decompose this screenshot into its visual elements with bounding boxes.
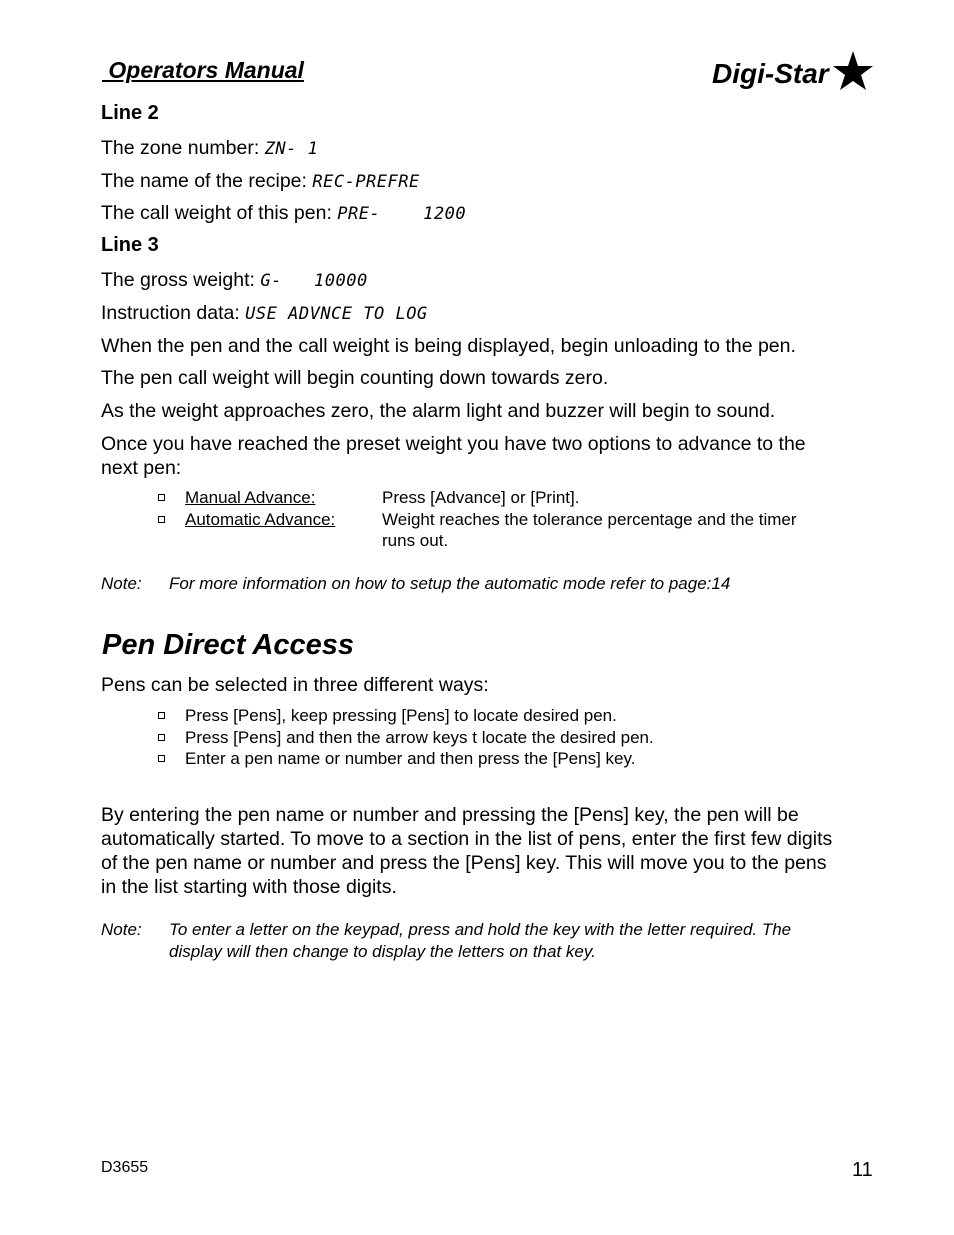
line3-heading: Line 3	[101, 234, 159, 256]
line2-heading: Line 2	[101, 102, 159, 124]
list-item-text: Enter a pen name or number and then press the [Pens] key.	[185, 749, 636, 768]
zone-label: The zone number:	[101, 137, 265, 159]
option-desc: Weight reaches the tolerance percentage and the timer runs out.	[382, 509, 797, 550]
digi-star-logo	[712, 49, 874, 93]
list-item	[158, 748, 838, 770]
page-number: 11	[852, 1159, 873, 1181]
gross-weight-value: G- 10000	[260, 271, 368, 291]
zone-value: ZN- 1	[264, 139, 319, 159]
paragraph: Once you have reached the preset weight you have two options to advance to the next pen:	[101, 433, 806, 479]
recipe-label: The name of the recipe:	[101, 170, 313, 192]
zone-number-line	[101, 136, 846, 161]
list-item	[158, 509, 838, 552]
checkbox-bullet-icon	[158, 516, 165, 523]
note-label: Note:	[101, 920, 142, 939]
document-number: D3655	[101, 1159, 149, 1176]
paragraph: The pen call weight will begin counting down towards zero.	[101, 367, 609, 389]
instruction-label: Instruction data:	[101, 302, 246, 324]
pen-selection-list	[158, 705, 838, 770]
star-icon	[833, 51, 873, 90]
option-term: Automatic Advance:	[185, 509, 336, 529]
paragraph: As the weight approaches zero, the alarm light and buzzer will begin to sound.	[101, 400, 776, 422]
note-label: Note:	[101, 574, 142, 593]
checkbox-bullet-icon	[158, 712, 165, 719]
section-body: By entering the pen name or number and pressing the [Pens] key, the pen will be automatically started. To move to a section in the list of pens, enter the first few digits of the pen name or number and press the [Pens] key. This will move you to the pens in the list starting with those digits.	[101, 804, 833, 898]
call-weight-line	[101, 201, 846, 226]
section-title: Pen Direct Access	[102, 629, 355, 661]
note-automatic-mode	[101, 573, 841, 595]
paragraph: When the pen and the call weight is being displayed, begin unloading to the pen.	[101, 335, 796, 357]
list-item	[158, 705, 838, 727]
section-intro: Pens can be selected in three different ways:	[101, 674, 489, 696]
list-item	[158, 487, 838, 509]
checkbox-bullet-icon	[158, 755, 165, 762]
option-desc: Press [Advance] or [Print].	[382, 488, 580, 507]
instruction-data-line	[101, 301, 846, 326]
recipe-name-line	[101, 169, 846, 194]
note-text: For more information on how to setup the automatic mode refer to page:14	[169, 574, 731, 593]
gross-weight-line	[101, 268, 846, 293]
gross-weight-label: The gross weight:	[101, 269, 261, 291]
checkbox-bullet-icon	[158, 734, 165, 741]
recipe-value: REC-PREFRE	[312, 172, 420, 192]
checkbox-bullet-icon	[158, 494, 165, 501]
logo-text: Digi-Star	[712, 58, 829, 89]
note-keypad-letters	[101, 919, 841, 963]
option-term: Manual Advance:	[185, 488, 316, 507]
note-text: To enter a letter on the keypad, press and hold the key with the letter required. The display will then change to display the letters on that key.	[169, 920, 792, 961]
instruction-value: USE ADVNCE TO LOG	[245, 304, 428, 324]
manual-title: Operators Manual	[102, 57, 304, 83]
list-item-text: Press [Pens] and then the arrow keys t locate the desired pen.	[185, 727, 654, 747]
advance-options-list	[158, 487, 838, 552]
list-item-text: Press [Pens], keep pressing [Pens] to locate desired pen.	[185, 706, 617, 725]
call-weight-value: PRE- 1200	[337, 204, 467, 224]
call-weight-label: The call weight of this pen:	[101, 202, 338, 224]
list-item	[158, 727, 838, 749]
